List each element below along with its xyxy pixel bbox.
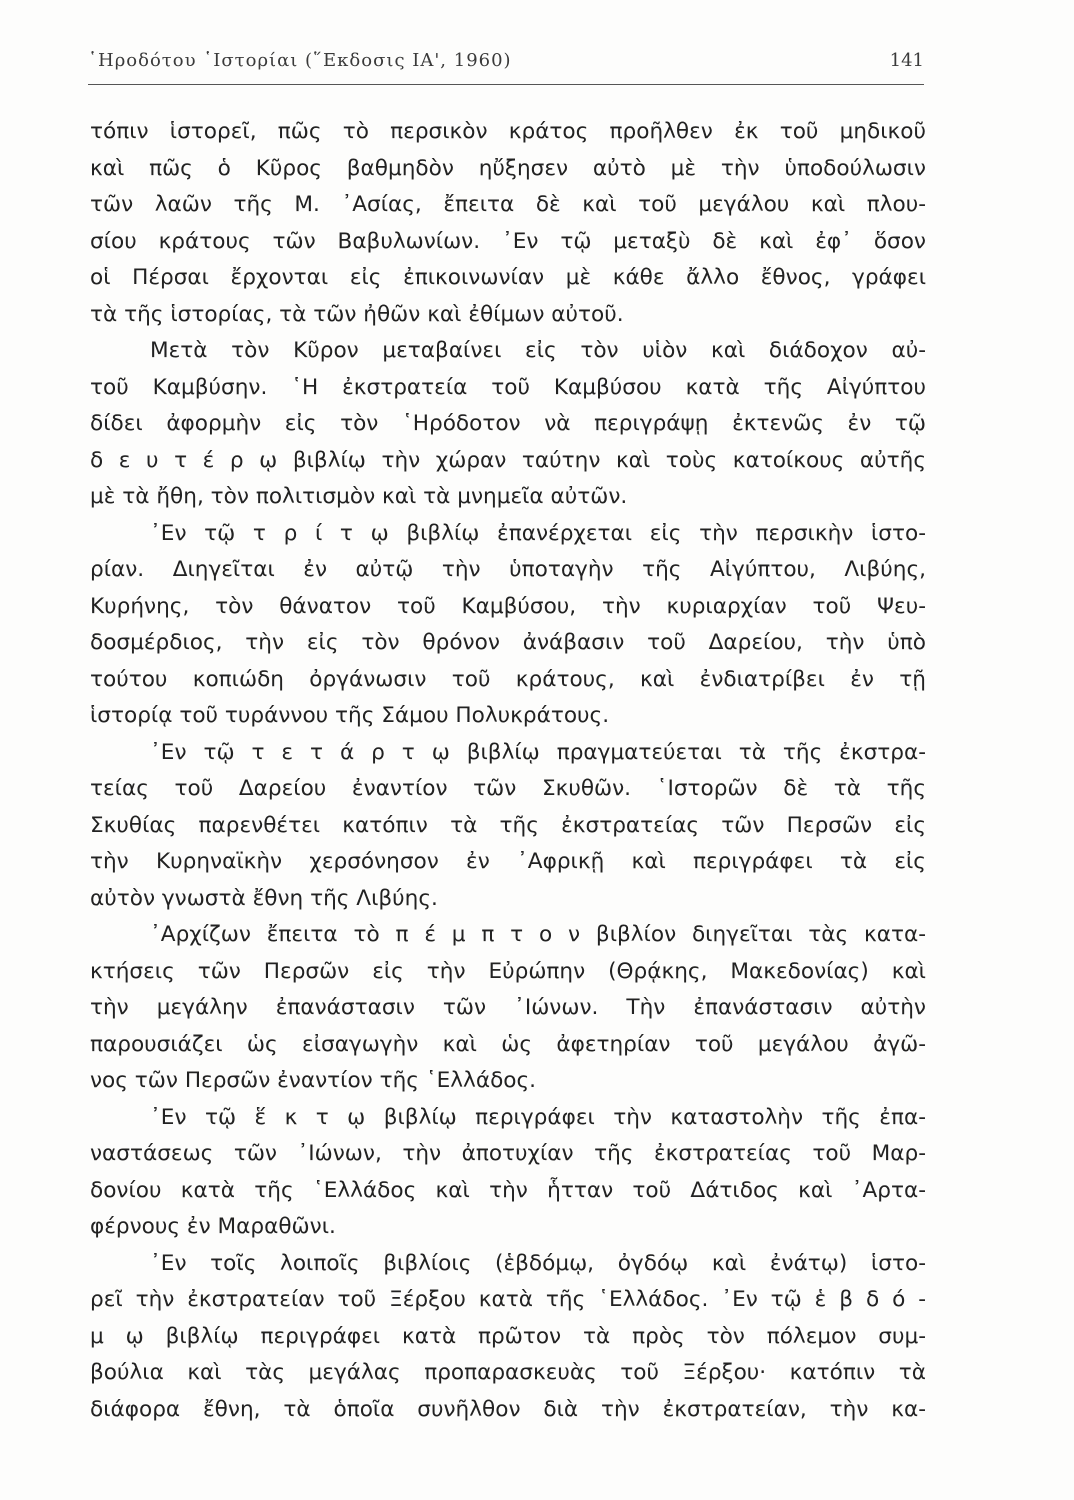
page-number: 141 [889, 50, 924, 71]
text-line: δονίου κατὰ τῆς ῾Ελλάδος καὶ τὴν ἧτταν τοῦ Δάτιδος καὶ ᾿Αρτα- [90, 1177, 926, 1203]
text-line: Σκυθίας παρενθέτει κατόπιν τὰ τῆς ἐκστρατείας τῶν Περσῶν εἰς [90, 812, 926, 838]
text-line: σίου κράτους τῶν Βαβυλωνίων. ᾿Εν τῷ μεταξὺ δὲ καὶ ἐφ᾿ ὅσον [90, 228, 926, 254]
text-line: Κυρήνης, τὸν θάνατον τοῦ Καμβύσου, τὴν κυριαρχίαν τοῦ Ψευ- [90, 593, 926, 619]
text-line: μ ῳ βιβλίῳ περιγράφει κατὰ πρῶτον τὰ πρὸς τὸν πόλεμον συμ- [90, 1323, 926, 1349]
text-line: τῶν λαῶν τῆς Μ. ᾿Ασίας, ἔπειτα δὲ καὶ τοῦ μεγάλου καὶ πλου- [90, 192, 926, 217]
text-line: ρεῖ τὴν ἐκστρατείαν τοῦ Ξέρξου κατὰ τῆς ῾Ελλάδος. ᾿Εν τῷ ἑ β δ ό - [90, 1287, 926, 1312]
text-line: τοῦ Καμβύσην. ῾Η ἐκστρατεία τοῦ Καμβύσου κατὰ τῆς Αἰγύπτου [90, 374, 926, 400]
text-line: ᾿Εν τοῖς λοιποῖς βιβλίοις (ἑβδόμῳ, ὀγδόῳ καὶ ἐνάτῳ) ἱστο- [150, 1250, 926, 1276]
text-line: παρουσιάζει ὡς εἰσαγωγὴν καὶ ὡς ἀφετηρίαν τοῦ μεγάλου ἀγῶ- [90, 1031, 926, 1057]
text-line: τείας τοῦ Δαρείου ἐναντίον τῶν Σκυθῶν. ῾Ιστορῶν δὲ τὰ τῆς [90, 776, 926, 801]
text-line: βούλια καὶ τὰς μεγάλας προπαρασκευὰς τοῦ Ξέρξου· κατόπιν τὰ [90, 1360, 926, 1385]
text-line: οἱ Πέρσαι ἔρχονται εἰς ἐπικοινωνίαν μὲ κάθε ἄλλο ἔθνος, γράφει [90, 265, 926, 290]
text-line: ἱστορίᾳ τοῦ τυράννου τῆς Σάμου Πολυκράτους. [90, 703, 610, 728]
text-line: νος τῶν Περσῶν ἐναντίον τῆς ῾Ελλάδος. [90, 1068, 537, 1093]
text-line: κτήσεις τῶν Περσῶν εἰς τὴν Εὐρώπην (Θρᾴκης, Μακεδονίας) καὶ [90, 958, 926, 984]
running-head [88, 46, 924, 82]
text-line: καὶ πῶς ὁ Κῦρος βαθμηδὸν ηὔξησεν αὐτὸ μὲ τὴν ὑποδούλωσιν [90, 155, 926, 181]
text-line: τὰ τῆς ἱστορίας, τὰ τῶν ἠθῶν καὶ ἐθίμων αὐτοῦ. [90, 301, 624, 327]
text-line: μὲ τὰ ἤθη, τὸν πολιτισμὸν καὶ τὰ μνημεῖα αὐτῶν. [90, 484, 628, 509]
text-line: ᾿Εν τῷ τ ρ ί τ ῳ βιβλίῳ ἐπανέρχεται εἰς τὴν περσικὴν ἱστο- [150, 520, 926, 546]
text-line: Μετὰ τὸν Κῦρον μεταβαίνει εἰς τὸν υἱὸν καὶ διάδοχον αὐ- [150, 338, 926, 363]
running-title: ῾Ηροδότου ῾Ιστορίαι (῞Εκδοσις ΙΑ', 1960) [88, 50, 512, 71]
text-line: ᾿Αρχίζων ἔπειτα τὸ π έ μ π τ ο ν βιβλίον διηγεῖται τὰς κατα- [150, 922, 926, 947]
text-line: αὐτὸν γνωστὰ ἔθνη τῆς Λιβύης. [90, 885, 438, 911]
text-line: δ ε υ τ έ ρ ῳ βιβλίῳ τὴν χώραν ταύτην καὶ τοὺς κατοίκους αὐτῆς [90, 447, 926, 473]
body-text [90, 114, 926, 1428]
text-line: φέρνους ἐν Μαραθῶνι. [90, 1214, 336, 1239]
text-line: διάφορα ἔθνη, τὰ ὁποῖα συνῆλθον διὰ τὴν ἐκστρατείαν, τὴν κα- [90, 1396, 926, 1422]
text-line: ᾿Εν τῷ ἕ κ τ ῳ βιβλίῳ περιγράφει τὴν καταστολὴν τῆς ἐπα- [150, 1104, 926, 1130]
text-line: δοσμέρδιος, τὴν εἰς τὸν θρόνον ἀνάβασιν τοῦ Δαρείου, τὴν ὑπὸ [90, 630, 926, 655]
text-line: τόπιν ἱστορεῖ, πῶς τὸ περσικὸν κράτος προῆλθεν ἐκ τοῦ μηδικοῦ [90, 119, 926, 144]
text-line: τὴν μεγάλην ἐπανάστασιν τῶν ᾿Ιώνων. Τὴν ἐπανάστασιν αὐτὴν [90, 995, 926, 1020]
text-line: τούτου κοπιώδη ὀργάνωσιν τοῦ κράτους, καὶ ἐνδιατρίβει ἐν τῇ [90, 666, 926, 692]
text-line: τὴν Κυρηναϊκὴν χερσόνησον ἐν ᾿Αφρικῇ καὶ περιγράφει τὰ εἰς [90, 849, 926, 874]
header-rule [88, 84, 924, 85]
text-line: ᾿Εν τῷ τ ε τ ά ρ τ ῳ βιβλίῳ πραγματεύεται τὰ τῆς ἐκστρα- [150, 739, 926, 765]
text-line: ναστάσεως τῶν ᾿Ιώνων, τὴν ἀποτυχίαν τῆς ἐκστρατείας τοῦ Μαρ- [90, 1141, 926, 1166]
text-line: δίδει ἀφορμὴν εἰς τὸν ῾Ηρόδοτον νὰ περιγράψῃ ἐκτενῶς ἐν τῷ [90, 411, 926, 436]
text-line: ρίαν. Διηγεῖται ἐν αὐτῷ τὴν ὑποταγὴν τῆς Αἰγύπτου, Λιβύης, [90, 557, 926, 582]
